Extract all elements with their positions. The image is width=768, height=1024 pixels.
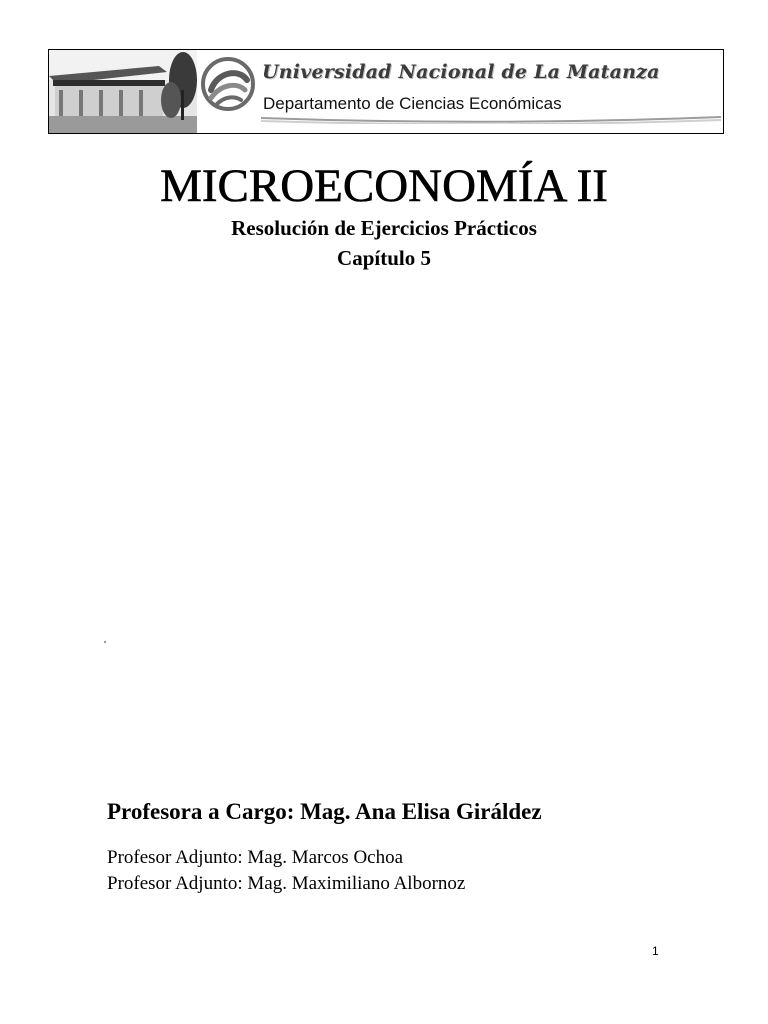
university-logo-icon bbox=[201, 54, 255, 114]
lead-professor: Profesora a Cargo: Mag. Ana Elisa Giráldez bbox=[107, 799, 542, 824]
page-number: 1 bbox=[652, 944, 659, 958]
chapter-label: Capítulo 5 bbox=[337, 246, 431, 270]
adjunct-professor: Profesor Adjunto: Mag. Maximiliano Albornoz bbox=[107, 873, 466, 894]
banner-underline-decoration bbox=[261, 114, 721, 124]
stray-mark bbox=[104, 641, 106, 643]
campus-building-photo bbox=[49, 50, 197, 133]
department-name: Departamento de Ciencias Económicas bbox=[263, 94, 562, 113]
adjunct-professor: Profesor Adjunto: Mag. Marcos Ochoa bbox=[107, 847, 404, 868]
document-title: MICROECONOMÍA II bbox=[160, 160, 608, 212]
header-banner bbox=[48, 49, 724, 134]
document-subtitle: Resolución de Ejercicios Prácticos bbox=[231, 216, 537, 240]
university-name: Universidad Nacional de La Matanza bbox=[262, 61, 660, 83]
